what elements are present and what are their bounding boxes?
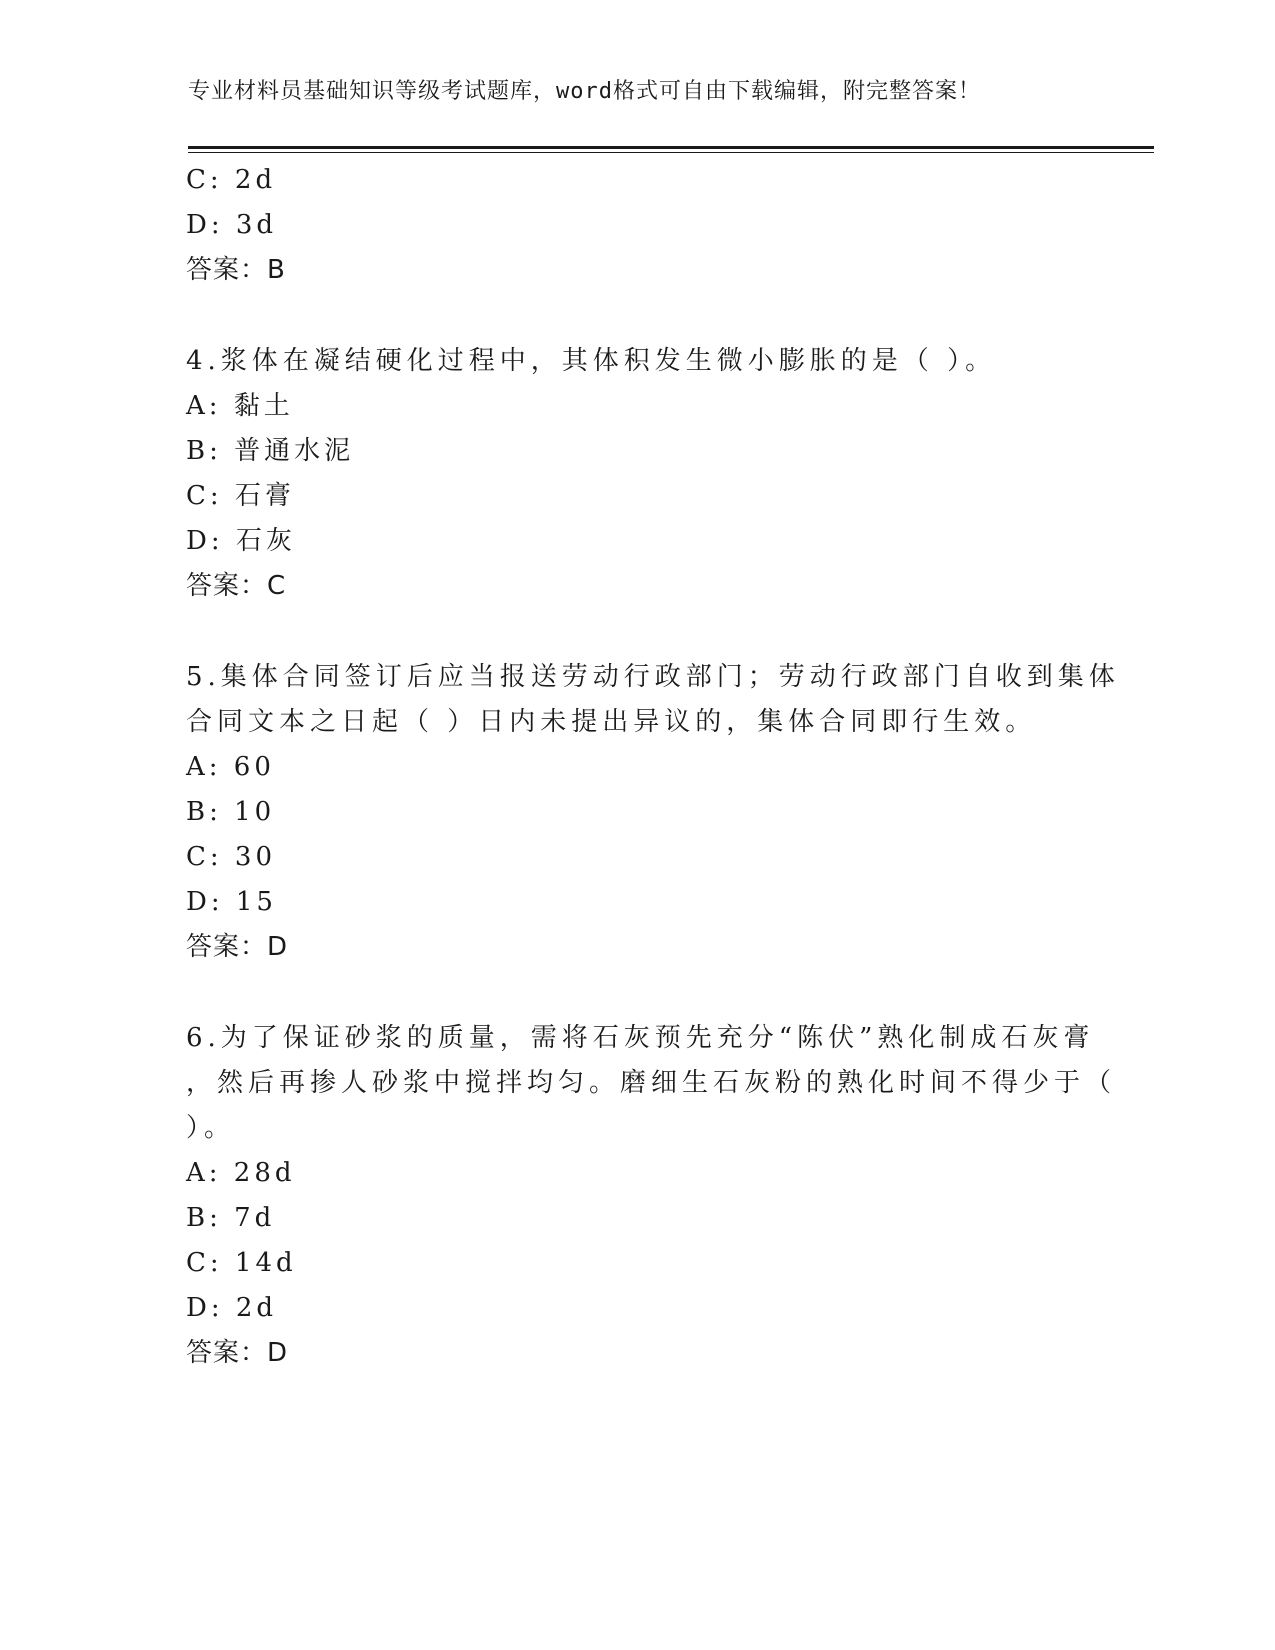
question-content	[186, 158, 1120, 1376]
answer-line: 答案：B	[186, 255, 286, 285]
page-header: 专业材料员基础知识等级考试题库，word格式可自由下载编辑，附完整答案！	[188, 79, 981, 104]
question-text: 6.为了保证砂浆的质量，需将石灰预先充分“陈伏”熟化制成石灰膏	[186, 1023, 1095, 1053]
question-6	[186, 1016, 1117, 1376]
option-c: C: 14d	[186, 1248, 297, 1278]
question-text: ，然后再掺人砂浆中搅拌均匀。磨细生石灰粉的熟化时间不得少于（	[186, 1068, 1117, 1098]
question-text: 4.浆体在凝结硬化过程中，其体积发生微小膨胀的是（ ）。	[186, 346, 997, 376]
option-c: C: 30	[186, 842, 277, 872]
question-text: 5.集体合同签订后应当报送劳动行政部门；劳动行政部门自收到集体	[186, 662, 1120, 692]
option-b: B: 普通水泥	[186, 436, 355, 466]
carryover-block	[186, 158, 1086, 293]
option-a: A: 60	[186, 752, 275, 782]
option-d: D: 15	[186, 887, 277, 917]
option-a: A: 28d	[186, 1158, 296, 1188]
option-a: A: 黏土	[186, 391, 294, 421]
header-rule-thin	[188, 152, 1154, 153]
option-c: C: 石膏	[186, 481, 295, 511]
answer-line: 答案：D	[186, 932, 289, 962]
option-d: D: 2d	[186, 1293, 278, 1323]
question-5	[186, 655, 1120, 970]
question-text: ）。	[186, 1113, 236, 1143]
question-text: 合同文本之日起（ ）日内未提出异议的，集体合同即行生效。	[186, 707, 1037, 737]
option-d: D: 石灰	[186, 526, 296, 556]
answer-line: 答案：C	[186, 571, 287, 601]
option-b: B: 7d	[186, 1203, 276, 1233]
option-b: B: 10	[186, 797, 276, 827]
header-rule-thick	[188, 146, 1154, 149]
option-d: D: 3d	[186, 210, 278, 240]
answer-line: 答案：D	[186, 1338, 289, 1368]
option-c: C: 2d	[186, 165, 277, 195]
question-4	[186, 339, 1086, 609]
